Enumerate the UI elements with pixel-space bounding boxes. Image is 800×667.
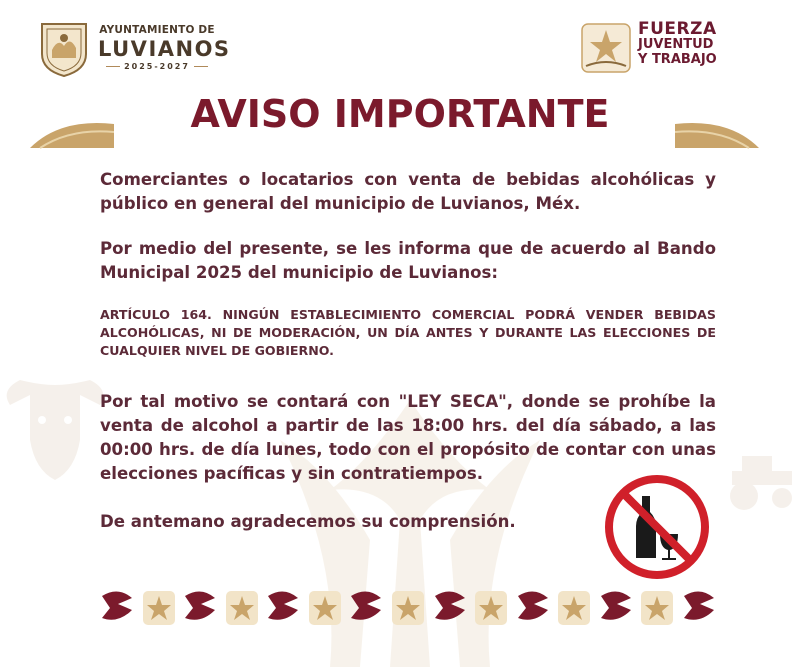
municipal-emblem-icon: [580, 22, 632, 74]
page-title: AVISO IMPORTANTE: [190, 92, 610, 136]
slogan-line-2: JUVENTUD: [638, 37, 714, 52]
decorative-pattern: [98, 586, 718, 630]
cow-watermark-icon: [0, 360, 110, 500]
tractor-watermark-icon: [722, 436, 800, 516]
e-tile-icon: [98, 588, 136, 628]
paragraph-article: ARTÍCULO 164. NINGÚN ESTABLECIMIENTO COMERCIAL PODRÁ VENDER BEBIDAS ALCOHÓLICAS, NI DE MODERACIÓN, UN DÍA ANTES Y DURANTE LAS ELECCIONES DE CUALQUIER NIVEL DE GOBIERNO.: [100, 307, 716, 358]
e-tile-icon: [431, 588, 469, 628]
brand-municipality-name: LUVIANOS: [98, 37, 231, 61]
slogan-line-3: Y TRABAJO: [638, 52, 717, 67]
e-tile-icon: [347, 588, 385, 628]
emblem-tile-icon: [140, 588, 178, 628]
emblem-tile-icon: [472, 588, 510, 628]
emblem-tile-icon: [555, 588, 593, 628]
divider: [194, 66, 208, 67]
e-tile-icon: [680, 588, 718, 628]
emblem-tile-icon: [389, 588, 427, 628]
brand-years-row: [98, 62, 216, 71]
paragraph-audience: Comerciantes o locatarios con venta de bebidas alcohólicas y público en general del municipio de Luvianos, Méx.: [100, 170, 716, 213]
e-tile-icon: [181, 588, 219, 628]
e-tile-icon: [597, 588, 635, 628]
paragraph-intro: Por medio del presente, se les informa que de acuerdo al Bando Municipal 2025 del municipio de Luvianos:: [100, 239, 716, 282]
brand-line-1: AYUNTAMIENTO DE: [99, 24, 215, 36]
brand-years: 2025-2027: [124, 62, 190, 71]
no-alcohol-icon: [604, 474, 710, 580]
emblem-tile-icon: [638, 588, 676, 628]
e-tile-icon: [264, 588, 302, 628]
e-tile-icon: [514, 588, 552, 628]
slogan-brand: [638, 19, 748, 67]
paragraph-ley-seca: Por tal motivo se contará con "LEY SECA", donde se prohíbe la venta de alcohol a partir de las 18:00 hrs. del día sábado, a las 00:00 hrs. de día lunes, todo con el propósito de contar con unas elecciones pacíficas y sin contratiempos.: [100, 392, 716, 483]
divider: [106, 66, 120, 67]
paragraph-thanks: De antemano agradecemos su comprensión.: [100, 512, 516, 531]
municipal-shield-icon: [38, 20, 90, 78]
gold-swoosh-right: [675, 118, 759, 150]
emblem-tile-icon: [223, 588, 261, 628]
slogan-line-1: FUERZA: [638, 19, 717, 39]
emblem-tile-icon: [306, 588, 344, 628]
municipality-brand: [98, 24, 231, 71]
